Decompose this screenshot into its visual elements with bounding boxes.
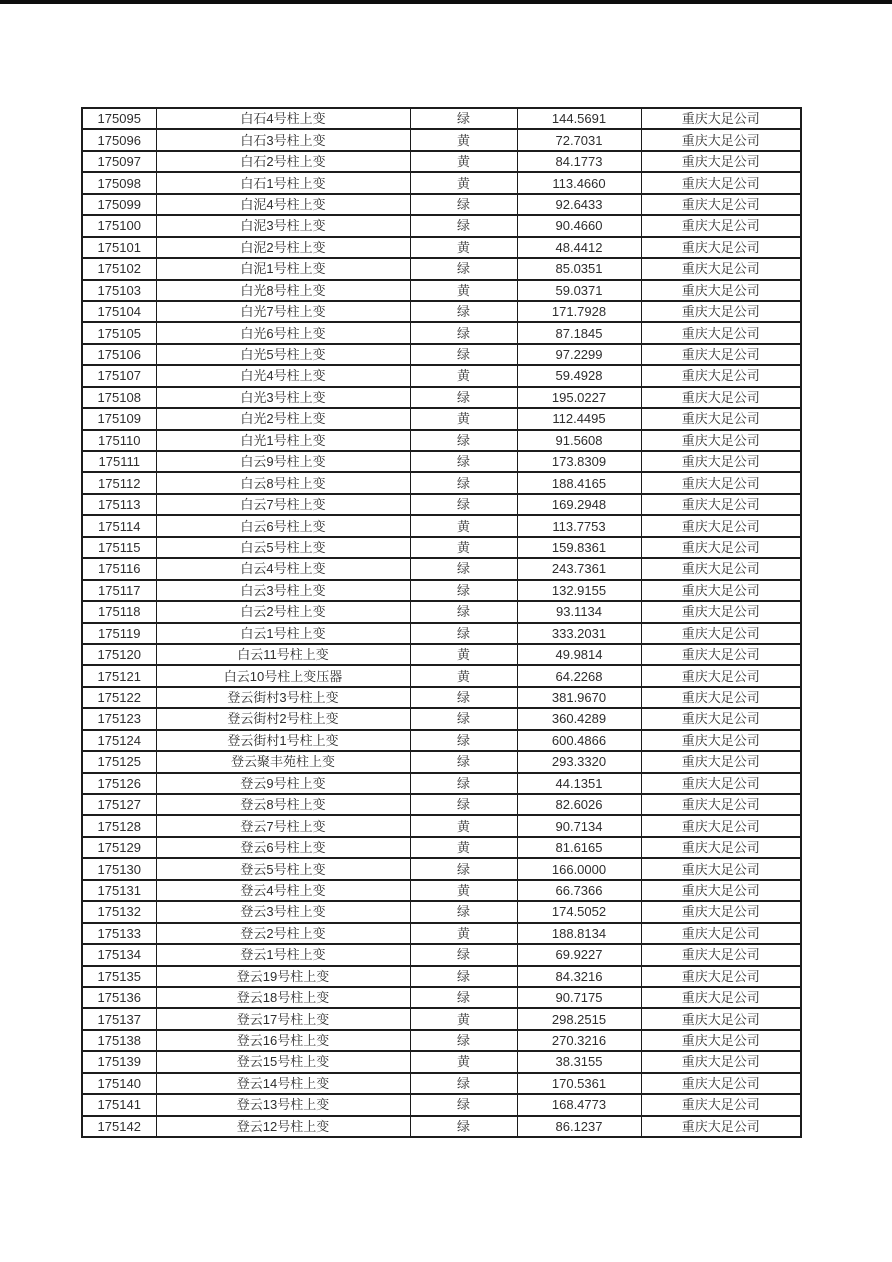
cell-name: 白泥1号柱上变 xyxy=(156,258,410,279)
table-row xyxy=(82,172,801,193)
cell-company: 重庆大足公司 xyxy=(641,601,801,622)
table-row xyxy=(82,687,801,708)
cell-value: 174.5052 xyxy=(517,901,641,922)
cell-company: 重庆大足公司 xyxy=(641,344,801,365)
cell-company: 重庆大足公司 xyxy=(641,901,801,922)
cell-name: 白云8号柱上变 xyxy=(156,472,410,493)
table-row xyxy=(82,880,801,901)
cell-company: 重庆大足公司 xyxy=(641,515,801,536)
table-row xyxy=(82,129,801,150)
table-row xyxy=(82,301,801,322)
cell-status: 黄 xyxy=(410,537,517,558)
cell-status: 黄 xyxy=(410,644,517,665)
table-body xyxy=(82,108,801,1137)
cell-company: 重庆大足公司 xyxy=(641,108,801,129)
cell-value: 84.3216 xyxy=(517,966,641,987)
cell-company: 重庆大足公司 xyxy=(641,966,801,987)
cell-company: 重庆大足公司 xyxy=(641,944,801,965)
transformer-table xyxy=(81,107,802,1138)
cell-company: 重庆大足公司 xyxy=(641,1094,801,1115)
table-row xyxy=(82,537,801,558)
table-row xyxy=(82,258,801,279)
table-row xyxy=(82,794,801,815)
cell-name: 白泥2号柱上变 xyxy=(156,237,410,258)
table-row xyxy=(82,858,801,879)
table-row xyxy=(82,944,801,965)
cell-id: 175107 xyxy=(82,365,156,386)
cell-company: 重庆大足公司 xyxy=(641,1051,801,1072)
cell-value: 93.1134 xyxy=(517,601,641,622)
table-row xyxy=(82,1116,801,1137)
cell-status: 黄 xyxy=(410,129,517,150)
cell-id: 175120 xyxy=(82,644,156,665)
table-row xyxy=(82,365,801,386)
cell-name: 登云街村3号柱上变 xyxy=(156,687,410,708)
cell-id: 175111 xyxy=(82,451,156,472)
cell-name: 登云19号柱上变 xyxy=(156,966,410,987)
table-row xyxy=(82,837,801,858)
cell-id: 175133 xyxy=(82,923,156,944)
cell-id: 175140 xyxy=(82,1073,156,1094)
cell-id: 175113 xyxy=(82,494,156,515)
cell-name: 登云8号柱上变 xyxy=(156,794,410,815)
cell-id: 175124 xyxy=(82,730,156,751)
table-row xyxy=(82,430,801,451)
cell-company: 重庆大足公司 xyxy=(641,815,801,836)
cell-company: 重庆大足公司 xyxy=(641,580,801,601)
cell-value: 44.1351 xyxy=(517,773,641,794)
cell-name: 登云14号柱上变 xyxy=(156,1073,410,1094)
cell-name: 登云聚丰苑柱上变 xyxy=(156,751,410,772)
cell-name: 登云18号柱上变 xyxy=(156,987,410,1008)
table-row xyxy=(82,773,801,794)
cell-company: 重庆大足公司 xyxy=(641,451,801,472)
table-row xyxy=(82,623,801,644)
cell-name: 白云4号柱上变 xyxy=(156,558,410,579)
cell-status: 黄 xyxy=(410,237,517,258)
cell-company: 重庆大足公司 xyxy=(641,322,801,343)
cell-name: 白石2号柱上变 xyxy=(156,151,410,172)
cell-value: 72.7031 xyxy=(517,129,641,150)
cell-company: 重庆大足公司 xyxy=(641,837,801,858)
cell-status: 绿 xyxy=(410,751,517,772)
cell-value: 144.5691 xyxy=(517,108,641,129)
cell-name: 登云街村1号柱上变 xyxy=(156,730,410,751)
cell-name: 登云6号柱上变 xyxy=(156,837,410,858)
cell-company: 重庆大足公司 xyxy=(641,129,801,150)
cell-value: 81.6165 xyxy=(517,837,641,858)
cell-id: 175141 xyxy=(82,1094,156,1115)
cell-company: 重庆大足公司 xyxy=(641,172,801,193)
cell-status: 绿 xyxy=(410,623,517,644)
cell-value: 66.7366 xyxy=(517,880,641,901)
cell-name: 白光2号柱上变 xyxy=(156,408,410,429)
cell-value: 113.4660 xyxy=(517,172,641,193)
cell-id: 175108 xyxy=(82,387,156,408)
table-row xyxy=(82,280,801,301)
cell-id: 175119 xyxy=(82,623,156,644)
table-row xyxy=(82,580,801,601)
cell-value: 85.0351 xyxy=(517,258,641,279)
cell-status: 绿 xyxy=(410,601,517,622)
cell-value: 168.4773 xyxy=(517,1094,641,1115)
cell-status: 绿 xyxy=(410,1030,517,1051)
cell-value: 173.8309 xyxy=(517,451,641,472)
cell-status: 绿 xyxy=(410,258,517,279)
cell-id: 175104 xyxy=(82,301,156,322)
cell-company: 重庆大足公司 xyxy=(641,301,801,322)
cell-id: 175096 xyxy=(82,129,156,150)
cell-name: 白石1号柱上变 xyxy=(156,172,410,193)
cell-status: 黄 xyxy=(410,1008,517,1029)
table-row xyxy=(82,966,801,987)
cell-value: 90.7175 xyxy=(517,987,641,1008)
cell-status: 绿 xyxy=(410,730,517,751)
cell-id: 175109 xyxy=(82,408,156,429)
cell-id: 175110 xyxy=(82,430,156,451)
table-row xyxy=(82,923,801,944)
cell-status: 绿 xyxy=(410,773,517,794)
cell-company: 重庆大足公司 xyxy=(641,258,801,279)
cell-value: 195.0227 xyxy=(517,387,641,408)
table-row xyxy=(82,1030,801,1051)
cell-id: 175136 xyxy=(82,987,156,1008)
cell-name: 登云7号柱上变 xyxy=(156,815,410,836)
table-row xyxy=(82,408,801,429)
cell-company: 重庆大足公司 xyxy=(641,280,801,301)
table-row xyxy=(82,108,801,129)
cell-name: 登云16号柱上变 xyxy=(156,1030,410,1051)
cell-name: 白石4号柱上变 xyxy=(156,108,410,129)
cell-company: 重庆大足公司 xyxy=(641,408,801,429)
cell-status: 黄 xyxy=(410,151,517,172)
cell-id: 175103 xyxy=(82,280,156,301)
cell-name: 白云2号柱上变 xyxy=(156,601,410,622)
cell-status: 黄 xyxy=(410,665,517,686)
cell-id: 175118 xyxy=(82,601,156,622)
cell-company: 重庆大足公司 xyxy=(641,730,801,751)
cell-name: 白光4号柱上变 xyxy=(156,365,410,386)
table-row xyxy=(82,151,801,172)
cell-status: 黄 xyxy=(410,1051,517,1072)
cell-status: 绿 xyxy=(410,194,517,215)
document-page xyxy=(81,107,802,1138)
cell-status: 黄 xyxy=(410,837,517,858)
cell-id: 175123 xyxy=(82,708,156,729)
cell-id: 175122 xyxy=(82,687,156,708)
cell-id: 175128 xyxy=(82,815,156,836)
cell-name: 登云12号柱上变 xyxy=(156,1116,410,1137)
cell-status: 黄 xyxy=(410,408,517,429)
cell-company: 重庆大足公司 xyxy=(641,1030,801,1051)
cell-id: 175115 xyxy=(82,537,156,558)
cell-id: 175097 xyxy=(82,151,156,172)
cell-value: 333.2031 xyxy=(517,623,641,644)
cell-status: 黄 xyxy=(410,365,517,386)
cell-status: 绿 xyxy=(410,687,517,708)
cell-company: 重庆大足公司 xyxy=(641,494,801,515)
cell-value: 243.7361 xyxy=(517,558,641,579)
cell-id: 175106 xyxy=(82,344,156,365)
cell-company: 重庆大足公司 xyxy=(641,237,801,258)
cell-id: 175142 xyxy=(82,1116,156,1137)
cell-name: 登云9号柱上变 xyxy=(156,773,410,794)
table-row xyxy=(82,987,801,1008)
table-row xyxy=(82,451,801,472)
cell-name: 登云2号柱上变 xyxy=(156,923,410,944)
cell-status: 绿 xyxy=(410,1094,517,1115)
cell-company: 重庆大足公司 xyxy=(641,687,801,708)
cell-name: 白光3号柱上变 xyxy=(156,387,410,408)
cell-status: 绿 xyxy=(410,558,517,579)
table-row xyxy=(82,1073,801,1094)
cell-company: 重庆大足公司 xyxy=(641,1116,801,1137)
cell-status: 绿 xyxy=(410,1073,517,1094)
cell-status: 绿 xyxy=(410,472,517,493)
table-row xyxy=(82,344,801,365)
cell-value: 38.3155 xyxy=(517,1051,641,1072)
cell-value: 169.2948 xyxy=(517,494,641,515)
cell-value: 171.7928 xyxy=(517,301,641,322)
cell-status: 绿 xyxy=(410,708,517,729)
cell-name: 白光6号柱上变 xyxy=(156,322,410,343)
cell-id: 175135 xyxy=(82,966,156,987)
cell-name: 白云9号柱上变 xyxy=(156,451,410,472)
cell-value: 188.8134 xyxy=(517,923,641,944)
cell-value: 49.9814 xyxy=(517,644,641,665)
cell-value: 86.1237 xyxy=(517,1116,641,1137)
cell-value: 270.3216 xyxy=(517,1030,641,1051)
table-row xyxy=(82,387,801,408)
cell-company: 重庆大足公司 xyxy=(641,708,801,729)
cell-value: 91.5608 xyxy=(517,430,641,451)
cell-value: 69.9227 xyxy=(517,944,641,965)
cell-name: 登云17号柱上变 xyxy=(156,1008,410,1029)
cell-id: 175126 xyxy=(82,773,156,794)
cell-company: 重庆大足公司 xyxy=(641,387,801,408)
table-row xyxy=(82,730,801,751)
cell-value: 159.8361 xyxy=(517,537,641,558)
cell-value: 64.2268 xyxy=(517,665,641,686)
table-row xyxy=(82,322,801,343)
cell-company: 重庆大足公司 xyxy=(641,923,801,944)
cell-company: 重庆大足公司 xyxy=(641,880,801,901)
table-row xyxy=(82,472,801,493)
cell-name: 登云1号柱上变 xyxy=(156,944,410,965)
cell-status: 黄 xyxy=(410,815,517,836)
table-row xyxy=(82,708,801,729)
cell-status: 绿 xyxy=(410,108,517,129)
cell-company: 重庆大足公司 xyxy=(641,773,801,794)
cell-value: 360.4289 xyxy=(517,708,641,729)
cell-id: 175116 xyxy=(82,558,156,579)
cell-id: 175138 xyxy=(82,1030,156,1051)
top-bar xyxy=(0,0,892,4)
cell-value: 92.6433 xyxy=(517,194,641,215)
cell-name: 白云11号柱上变 xyxy=(156,644,410,665)
cell-status: 绿 xyxy=(410,494,517,515)
cell-status: 绿 xyxy=(410,794,517,815)
cell-status: 绿 xyxy=(410,301,517,322)
cell-company: 重庆大足公司 xyxy=(641,365,801,386)
cell-value: 600.4866 xyxy=(517,730,641,751)
cell-id: 175095 xyxy=(82,108,156,129)
cell-name: 白石3号柱上变 xyxy=(156,129,410,150)
cell-company: 重庆大足公司 xyxy=(641,151,801,172)
table-row xyxy=(82,644,801,665)
table-row xyxy=(82,558,801,579)
table-row xyxy=(82,601,801,622)
cell-status: 绿 xyxy=(410,344,517,365)
cell-value: 97.2299 xyxy=(517,344,641,365)
cell-id: 175121 xyxy=(82,665,156,686)
cell-company: 重庆大足公司 xyxy=(641,1008,801,1029)
cell-id: 175129 xyxy=(82,837,156,858)
cell-status: 绿 xyxy=(410,901,517,922)
table-row xyxy=(82,494,801,515)
cell-value: 381.9670 xyxy=(517,687,641,708)
cell-company: 重庆大足公司 xyxy=(641,794,801,815)
cell-name: 登云街村2号柱上变 xyxy=(156,708,410,729)
table-row xyxy=(82,515,801,536)
cell-name: 登云4号柱上变 xyxy=(156,880,410,901)
cell-id: 175117 xyxy=(82,580,156,601)
cell-id: 175137 xyxy=(82,1008,156,1029)
cell-value: 112.4495 xyxy=(517,408,641,429)
cell-name: 白泥3号柱上变 xyxy=(156,215,410,236)
cell-status: 绿 xyxy=(410,430,517,451)
cell-value: 170.5361 xyxy=(517,1073,641,1094)
cell-status: 绿 xyxy=(410,322,517,343)
table-row xyxy=(82,665,801,686)
cell-company: 重庆大足公司 xyxy=(641,430,801,451)
cell-name: 登云13号柱上变 xyxy=(156,1094,410,1115)
cell-status: 绿 xyxy=(410,944,517,965)
cell-id: 175112 xyxy=(82,472,156,493)
cell-id: 175130 xyxy=(82,858,156,879)
cell-name: 登云5号柱上变 xyxy=(156,858,410,879)
cell-name: 白云1号柱上变 xyxy=(156,623,410,644)
cell-status: 绿 xyxy=(410,987,517,1008)
cell-company: 重庆大足公司 xyxy=(641,665,801,686)
cell-id: 175131 xyxy=(82,880,156,901)
cell-status: 黄 xyxy=(410,172,517,193)
cell-value: 82.6026 xyxy=(517,794,641,815)
cell-name: 白光8号柱上变 xyxy=(156,280,410,301)
cell-name: 白光7号柱上变 xyxy=(156,301,410,322)
table-row xyxy=(82,1051,801,1072)
cell-status: 黄 xyxy=(410,515,517,536)
cell-id: 175139 xyxy=(82,1051,156,1072)
cell-value: 87.1845 xyxy=(517,322,641,343)
cell-status: 绿 xyxy=(410,451,517,472)
cell-id: 175099 xyxy=(82,194,156,215)
cell-status: 绿 xyxy=(410,858,517,879)
table-row xyxy=(82,237,801,258)
table-row xyxy=(82,815,801,836)
cell-status: 黄 xyxy=(410,280,517,301)
cell-value: 166.0000 xyxy=(517,858,641,879)
cell-status: 绿 xyxy=(410,387,517,408)
cell-company: 重庆大足公司 xyxy=(641,751,801,772)
cell-id: 175098 xyxy=(82,172,156,193)
cell-value: 293.3320 xyxy=(517,751,641,772)
cell-value: 90.4660 xyxy=(517,215,641,236)
cell-id: 175127 xyxy=(82,794,156,815)
cell-name: 白光1号柱上变 xyxy=(156,430,410,451)
cell-id: 175105 xyxy=(82,322,156,343)
cell-company: 重庆大足公司 xyxy=(641,194,801,215)
cell-company: 重庆大足公司 xyxy=(641,644,801,665)
cell-name: 白云10号柱上变压器 xyxy=(156,665,410,686)
cell-id: 175132 xyxy=(82,901,156,922)
cell-id: 175125 xyxy=(82,751,156,772)
cell-status: 绿 xyxy=(410,1116,517,1137)
cell-name: 白光5号柱上变 xyxy=(156,344,410,365)
cell-name: 白云5号柱上变 xyxy=(156,537,410,558)
cell-company: 重庆大足公司 xyxy=(641,215,801,236)
cell-id: 175134 xyxy=(82,944,156,965)
cell-company: 重庆大足公司 xyxy=(641,987,801,1008)
cell-value: 132.9155 xyxy=(517,580,641,601)
cell-value: 48.4412 xyxy=(517,237,641,258)
cell-value: 298.2515 xyxy=(517,1008,641,1029)
cell-status: 绿 xyxy=(410,580,517,601)
cell-value: 90.7134 xyxy=(517,815,641,836)
cell-name: 登云3号柱上变 xyxy=(156,901,410,922)
cell-company: 重庆大足公司 xyxy=(641,623,801,644)
cell-value: 188.4165 xyxy=(517,472,641,493)
cell-company: 重庆大足公司 xyxy=(641,472,801,493)
cell-name: 白云6号柱上变 xyxy=(156,515,410,536)
table-row xyxy=(82,901,801,922)
table-row xyxy=(82,1094,801,1115)
cell-id: 175101 xyxy=(82,237,156,258)
cell-status: 黄 xyxy=(410,880,517,901)
table-row xyxy=(82,215,801,236)
cell-id: 175100 xyxy=(82,215,156,236)
cell-company: 重庆大足公司 xyxy=(641,558,801,579)
cell-value: 113.7753 xyxy=(517,515,641,536)
cell-name: 白泥4号柱上变 xyxy=(156,194,410,215)
table-row xyxy=(82,194,801,215)
cell-id: 175114 xyxy=(82,515,156,536)
table-row xyxy=(82,751,801,772)
cell-company: 重庆大足公司 xyxy=(641,1073,801,1094)
cell-value: 84.1773 xyxy=(517,151,641,172)
cell-status: 绿 xyxy=(410,215,517,236)
cell-name: 白云3号柱上变 xyxy=(156,580,410,601)
cell-value: 59.0371 xyxy=(517,280,641,301)
cell-company: 重庆大足公司 xyxy=(641,858,801,879)
cell-status: 黄 xyxy=(410,923,517,944)
table-row xyxy=(82,1008,801,1029)
cell-status: 绿 xyxy=(410,966,517,987)
cell-name: 白云7号柱上变 xyxy=(156,494,410,515)
cell-company: 重庆大足公司 xyxy=(641,537,801,558)
cell-value: 59.4928 xyxy=(517,365,641,386)
cell-id: 175102 xyxy=(82,258,156,279)
cell-name: 登云15号柱上变 xyxy=(156,1051,410,1072)
